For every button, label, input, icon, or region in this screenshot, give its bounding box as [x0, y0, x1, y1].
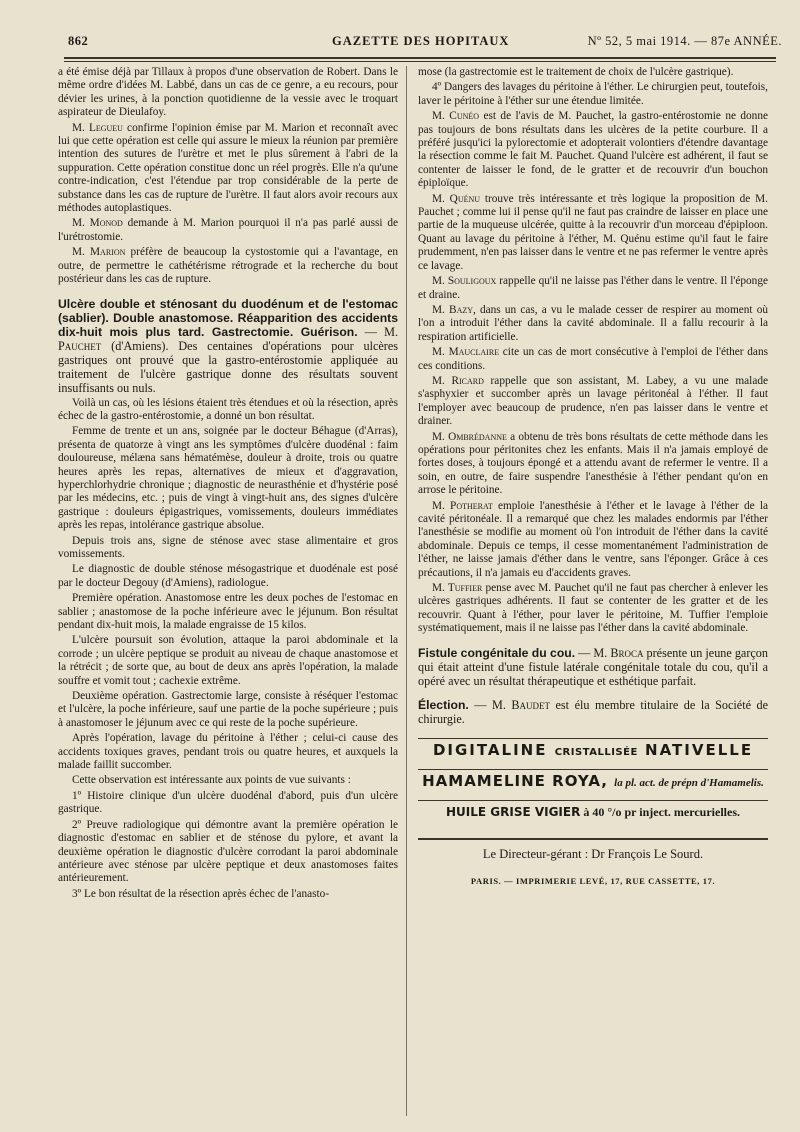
- paragraph-text: présente un jeune garçon qui était atteint d'une fistule latérale congénitale totale du cou, qu'il a opéré avec un résultat thérapeutique et esthétique parfait.: [418, 645, 768, 688]
- paragraph: [418, 500, 768, 580]
- speaker-name: M. Potherat: [432, 499, 493, 512]
- paragraph-text: , dans un cas, a vu le malade cesser de respirer au moment où l'on a introduit l'éther dans la cavité abdominale. Il a fallu recourir à la respiration artificielle.: [418, 303, 768, 343]
- page-header: [60, 32, 782, 54]
- paragraph-text: est élu membre titulaire de la Société de chirurgie.: [418, 697, 768, 726]
- paragraph-text: pense avec M. Pauchet qu'il ne faut pas chercher à enlever les ulcères gastriques adhérents. Il faut se contenter de les gratter et de les recouvrir. Quant à l'éther, pour laver le péritoine, M. Tuffier l'emploie systématiquement, mais il ne laisse pas l'éther dans la cavité abdominale.: [418, 582, 769, 635]
- paragraph: L'ulcère poursuit son évolution, attaque la paroi abdominale et la corrode ; un ulcère peptique se produit au niveau de chaque anastomose et la rétrécit ; de sorte que, au bout de deux ans après l'opération, la malade souffre et vomit tout ; cachexie extrême.: [58, 634, 398, 687]
- printer-imprint: PARIS. — IMPRIMERIE LEVÉ, 17, RUE CASSETTE, 17.: [470, 876, 716, 887]
- paragraph: [418, 304, 768, 344]
- paragraph: [418, 582, 768, 636]
- paragraph: [58, 217, 398, 244]
- paragraph: 3º Le bon résultat de la résection après échec de l'anasto-: [72, 887, 330, 900]
- paragraph: Première opération. Anastomose entre les deux poches de l'estomac en sablier ; anastomose de la poche inférieure avec le jéjunum. Bon résultat pendant dix-huit mois, la malade engraisse de 15 kilos.: [58, 592, 398, 631]
- director-signature: Le Directeur-gérant : Dr François Le Sourd.: [418, 838, 768, 861]
- ad-word: HUILE GRISE VIGIER: [445, 805, 581, 820]
- column-divider: [406, 66, 407, 1116]
- section-title: Fistule congénitale du cou.: [418, 645, 576, 660]
- speaker-name: M. Tuffier: [432, 582, 483, 595]
- speaker-name: M. Ombrédanne: [432, 430, 507, 443]
- speaker-name: M. Baudet: [492, 697, 551, 712]
- ad-word: HAMAMELINE ROYA,: [422, 772, 608, 791]
- header-rule-thin: [64, 61, 776, 62]
- paragraph: Deuxième opération. Gastrectomie large, consiste à réséquer l'estomac et l'ulcère, la poche inférieure, sauf une partie de la poche supérieure ; puis à anastomoser le jéjunum avec ce qui reste de la poche supérieure.: [58, 690, 398, 729]
- heading-dash: —: [468, 697, 492, 712]
- paragraph-text: emploie l'anesthésie à l'éther et le lavage à l'éther de la cavité péritonéale. Il a remarqué que chez les malades endormis par l'éther l'anesthésie se modifie au moment où l'on introduit de l'éther dans la cavité abdominale. Depuis ce temps, il cesse momentanément l'administration de l'éther, ne laisse jamais d'éther dans le ventre, sans l'éponger. Grâce à ces précautions, il n'a jamais eu d'accidents graves.: [418, 499, 769, 579]
- paragraph: [418, 375, 768, 429]
- paragraph: [418, 275, 768, 302]
- section-heading: [418, 698, 768, 726]
- paragraph: Le diagnostic de double sténose mésogastrique et duodénale est posé par le docteur Degouy (d'Amiens), radiologue.: [58, 563, 398, 589]
- speaker-name: M. Ricard: [432, 374, 484, 387]
- heading-dash: —: [575, 645, 594, 660]
- speaker-name: M. Cunéo: [432, 110, 480, 123]
- paragraph: Voilà un cas, où les lésions étaient très étendues et où la résection, après échec de la gastro-entérostomie, a donné un bon résultat.: [58, 396, 398, 422]
- ad-word: NATIVELLE: [645, 740, 754, 759]
- section-heading: [418, 646, 768, 688]
- paragraph-text: rappelle qu'il ne laisse pas l'éther dans le ventre. Il l'éponge et draine.: [418, 275, 768, 301]
- paragraph: [418, 346, 768, 373]
- ad-word: DIGITALINE: [432, 740, 548, 759]
- paragraph-text: est de l'avis de M. Pauchet, la gastro-entérostomie ne donne pas toujours de bons résultats dans les ulcères de la petite courbure. Il a préféré jusqu'ici la pylorectomie et adopterait volontiers d'étendre davantage la résection comme le fait M. Pauchet. Quand l'ulcère est adhérent, il faut se contenter de laisser le fond, de le gratter et de recouvrir d'un bouchon épiploïque.: [418, 110, 768, 190]
- speaker-name: M. Monod: [72, 217, 123, 230]
- advertisement-digitaline: [418, 738, 768, 763]
- journal-title: GAZETTE DES HOPITAUX: [332, 34, 510, 48]
- speaker-name: M. Legueu: [72, 121, 123, 134]
- paragraph-text: rappelle que son assistant, M. Labey, a vu une malade s'asphyxier et succomber après un lavage péritonéal à l'éther. Il faut l'employer avec beaucoup de prudence, n'en pas laisser dans le ventre et drainer.: [418, 374, 769, 428]
- section-title: Élection.: [418, 697, 469, 712]
- paragraph-text: a obtenu de très bons résultats de cette méthode dans les opérations pour péritonites chez les enfants. Mais il n'a jamais employé de fortes doses, à toujours épongé et a attendu avant de refermer le ventre. Il a soin, en outre, de faire suspendre l'anesthésie à l'éther pendant qu'on en arrose le péritoine.: [418, 430, 768, 497]
- right-column: [418, 66, 768, 889]
- paragraph-text: préfère de beaucoup la cystostomie qui a l'avantage, en outre, de permettre le cathétérisme rétrograde et la recherche du bout postérieur dans les cas de rupture.: [58, 246, 398, 286]
- ad-text: à 40 °/o pr inject. mercurielles.: [580, 805, 740, 820]
- paragraph-text: confirme l'opinion émise par M. Marion et reconnaît avec lui que cette opération est celle qui assure le mieux la réunion par première intention des sutures de l'urètre et met le plus sûrement à l'abri de la suppuration. Cette opération constitue donc un réel progrès. Elle n'a qu'une contre-indication, c'est l'étendue par trop considérable de la perte de substance dans les cas de rupture de l'urètre. Il faut alors avoir recours aux méthodes autoplastiques.: [58, 121, 398, 215]
- speaker-name: M. Souligoux: [432, 275, 497, 288]
- paragraph: 1º Histoire clinique d'un ulcère duodénal d'abord, puis d'un ulcère gastrique.: [58, 789, 398, 816]
- ad-word: CRISTALLISÉE: [554, 746, 638, 758]
- speaker-name: M. Broca: [593, 645, 644, 660]
- paragraph: Femme de trente et un ans, soignée par le docteur Béhague (d'Arras), présenta de quatorze à vingt ans les symptômes d'ulcère duodénal : faim douloureuse, mélæna sans hématémèse, douleur à droite, trois ou quatre heures après les repas, alternatives de mieux et d'aggravation, hyperchlorhydrie chronique ; diagnostic de neurasthénie et d'hystérie posé par les médecins, etc. ; puis de vingt à vingt-huit ans, des signes d'ulcère gastrique : douleurs épigastriques, vomissements, douleurs immédiates après les repas, intolérance gastrique absolue.: [58, 425, 398, 532]
- speaker-name: M. Quénu: [432, 192, 481, 205]
- advertisement-hamameline: [418, 769, 768, 794]
- paragraph: [58, 122, 398, 216]
- issue-info: Nº 52, 5 mai 1914. — 87e ANNÉE.: [587, 34, 782, 48]
- speaker-name: M. Mauclaire: [432, 346, 500, 359]
- paragraph-text: cite un cas de mort consécutive à l'emploi de l'éther dans ces conditions.: [418, 346, 768, 372]
- paragraph: Depuis trois ans, signe de sténose avec stase alimentaire et gros vomissements.: [58, 534, 398, 560]
- paragraph: 4º Dangers des lavages du péritoine à l'éther. Le chirurgien peut, toutefois, laver le péritoine à l'éther sur une étendue limitée.: [418, 81, 768, 107]
- speaker-name: M. Marion: [72, 246, 126, 259]
- section-heading: [58, 297, 398, 395]
- left-column: [58, 66, 398, 903]
- speaker-name: M. Pauchet: [58, 324, 398, 353]
- paragraph: [418, 193, 768, 273]
- paragraph: a été émise déjà par Tillaux à propos d'une observation de Robert. Dans le même ordre d'idées M. Labbé, dans un cas de ce genre, a eu recours, pour dévier les urines, à la ponction quotidienne de la vessie avec le troquart aspirateur de Dieulafoy.: [58, 66, 398, 119]
- paragraph: Après l'opération, lavage du péritoine à l'éther ; celui-ci cause des accidents toxiques graves, pendant trois ou quatre heures, et auxquels la malade faillit succomber.: [58, 732, 398, 772]
- paragraph: [418, 110, 768, 190]
- page-number: 862: [68, 34, 89, 48]
- paragraph: [418, 431, 768, 498]
- section-title: Ulcère double et sténosant du duodénum et de l'estomac (sablier). Double anastomose. Réapparition des accidents dix-huit mois plus tard. Gastrectomie. Guérison.: [58, 296, 398, 339]
- paragraph: mose (la gastrectomie est le traitement de choix de l'ulcère gastrique).: [418, 66, 734, 78]
- ad-text: la pl. act. de prépn d'Hamamelis.: [614, 777, 764, 790]
- paragraph-text: demande à M. Marion pourquoi il n'a pas parlé aussi de l'urétrostomie.: [58, 217, 398, 243]
- speaker-name: M. Bazy: [432, 303, 474, 316]
- heading-dash: —: [357, 324, 385, 339]
- paragraph-text: (d'Amiens). Des centaines d'opérations pour ulcères gastriques ont prouvé que la gastro-entérostomie appliquée au traitement de l'ulcère gastrique donne des résultats souvent insuffisants ou nuls.: [58, 338, 398, 395]
- paragraph: Cette observation est intéressante aux points de vue suivants :: [72, 774, 351, 787]
- advertisement-huile-grise: [418, 800, 768, 823]
- paragraph: [58, 246, 398, 286]
- paragraph-text: trouve très intéressante et très logique la proposition de M. Pauchet ; comme lui il pense qu'il ne faut pas craindre de laisser en place une partie de la muqueuse ulcérée, quitte à la recouvrir d'un morceau d'épiploon. Quant au lavage du péritoine à l'éther, M. Quénu estime qu'il faut le faire prudemment, n'en pas laisser dans le ventre et ne pas refermer le ventre après ce lavage.: [418, 192, 768, 272]
- header-rule: [64, 57, 776, 59]
- paragraph: 2º Preuve radiologique qui démontre avant la première opération le diagnostic d'estomac en sablier et de sténose du pylore, et avant la deuxième opération le diagnostic d'ulcère corrodant la paroi abdominale antérieure avec sténose par ulcère peptique et deux anastomoses faites antérieurement.: [58, 818, 398, 885]
